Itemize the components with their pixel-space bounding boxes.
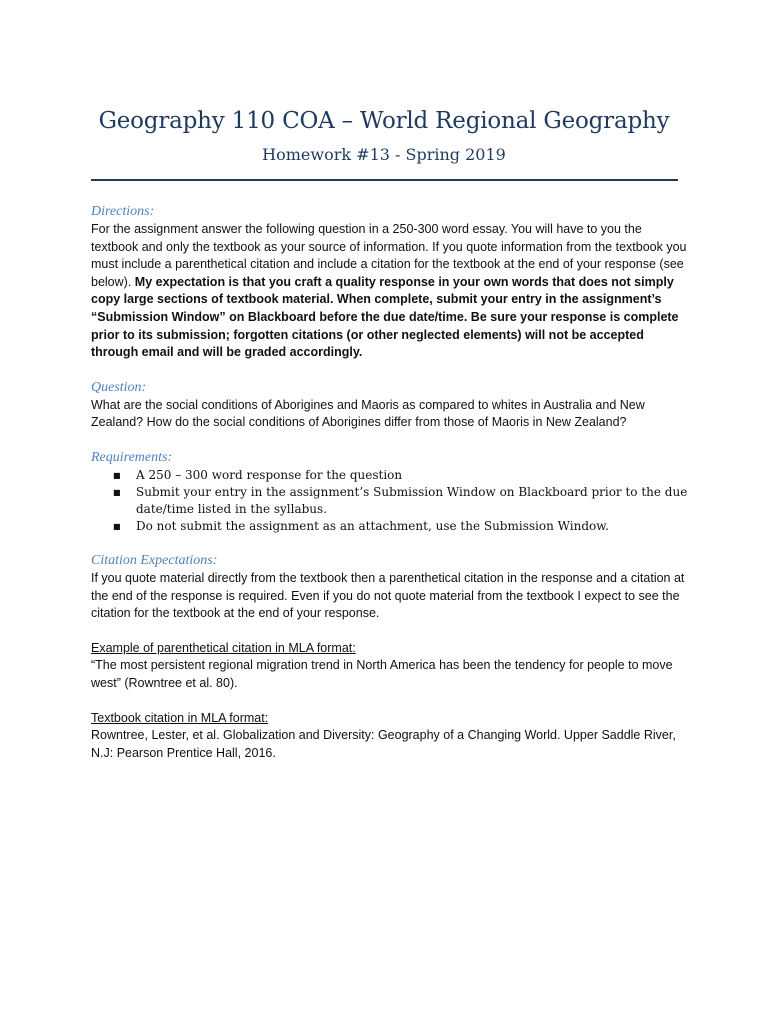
directions-heading: Directions: <box>91 204 155 219</box>
list-item <box>91 518 691 535</box>
section-gap <box>91 362 691 379</box>
section-gap <box>91 693 691 710</box>
list-item <box>91 467 691 484</box>
square-bullet-icon: ■ <box>113 521 121 531</box>
citation-text: If you quote material directly from the textbook then a parenthetical citation in the response and a citation at the end of the response is required. Even if you do not quote material from the textbook I expect to see the citation for the textbook at the end of your response. <box>91 570 685 621</box>
requirements-heading: Requirements: <box>91 449 173 465</box>
section-gap <box>91 432 691 449</box>
citation-section <box>91 552 691 762</box>
question-heading: Question: <box>91 379 147 395</box>
requirement-text: A 250 – 300 word response for the question <box>136 467 403 482</box>
section-gap <box>91 623 691 640</box>
requirements-list <box>91 467 691 535</box>
textbook-citation-label: Textbook citation in MLA format: <box>91 710 269 725</box>
question-section <box>91 379 691 432</box>
directions-section <box>91 203 691 362</box>
citation-heading: Citation Expectations: <box>91 552 218 568</box>
document-title: Geography 110 COA – World Regional Geography <box>98 108 670 134</box>
directions-text <box>91 221 691 362</box>
question-text: What are the social conditions of Aborigines and Maoris as compared to whites in Australia and New Zealand? How do the social conditions of Aborigines differ from those of Maoris in New Zealand? <box>91 397 645 430</box>
square-bullet-icon: ■ <box>113 487 121 497</box>
directions-text-plain: For the assignment answer the following question in a 250-300 word essay. You will have to you the textbook and only the textbook as your source of information. If you quote information from the textbook you must include a parenthetical citation and include a citation for the textbook at the end of your response (see below). <box>91 222 687 289</box>
section-gap <box>91 535 691 552</box>
document-subtitle: Homework #13 - Spring 2019 <box>262 145 506 164</box>
title-divider <box>91 179 678 181</box>
list-item <box>91 484 691 518</box>
directions-text-bold: My expectation is that you craft a quality response in your own words that does not simply copy large sections of textbook material. When complete, submit your entry in the assignment’s “Submission Window” on Blackboard before the due date/time. Be sure your response is complete prior to its submission; forgotten citations (or other neglected elements) will not be accepted through email and will be graded accordingly. <box>91 274 679 360</box>
example-citation-label: Example of parenthetical citation in MLA format: <box>91 640 356 655</box>
textbook-citation-text: Rowntree, Lester, et al. Globalization and Diversity: Geography of a Changing World. Upper Saddle River, N.J: Pearson Prentice Hall, 2016. <box>91 728 676 760</box>
square-bullet-icon: ■ <box>113 470 121 480</box>
requirement-text: Do not submit the assignment as an attachment, use the Submission Window. <box>136 518 609 533</box>
requirements-section <box>91 449 691 535</box>
document-body <box>91 203 691 762</box>
requirement-text: Submit your entry in the assignment’s Submission Window on Blackboard prior to the due date/time listed in the syllabus. <box>136 484 688 516</box>
example-citation-text: “The most persistent regional migration trend in North America has been the tendency for people to move west” (Rowntree et al. 80). <box>91 658 673 690</box>
